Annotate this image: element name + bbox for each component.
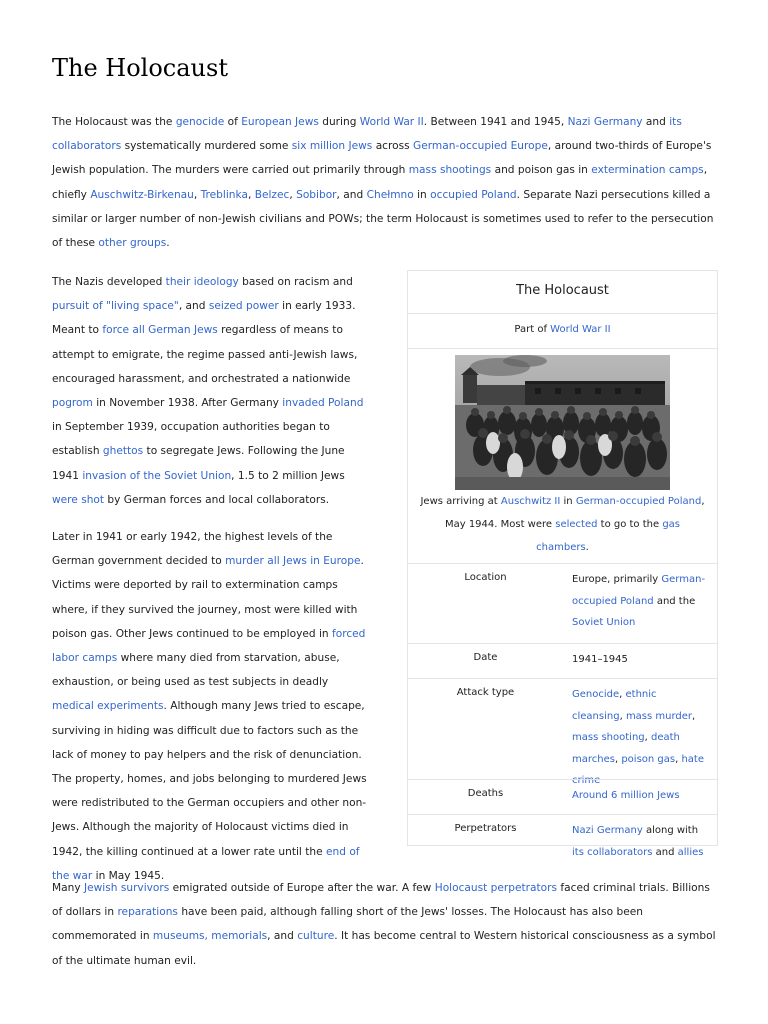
infobox-row-attack-type: [408, 678, 717, 786]
link-holocaust-perpetrators[interactable]: Holocaust perpetrators: [434, 882, 558, 894]
link-end-of-the-war[interactable]: end of the war: [52, 845, 360, 882]
infobox-value: Nazi Germany along with its collaborators and allies: [572, 825, 704, 858]
link-jewish-survivors[interactable]: Jewish survivors: [83, 882, 170, 894]
link-extermination-camps[interactable]: extermination camps: [591, 164, 704, 177]
infobox: [407, 270, 718, 858]
infobox-label: Date: [473, 652, 498, 663]
infobox-image-container: [408, 349, 717, 490]
link-ghettos[interactable]: ghettos: [102, 445, 144, 458]
link-allies[interactable]: allies: [677, 846, 704, 858]
link-selected[interactable]: selected: [555, 519, 598, 530]
link-german-occupied-europe[interactable]: German-occupied Europe: [413, 140, 548, 153]
link-soviet-union[interactable]: Soviet Union: [572, 617, 636, 628]
infobox-image-caption: Jews arriving at Auschwitz II in German-occupied Poland, May 1944. Most were selected to go to the gas chambers.: [420, 496, 705, 553]
link-its-collaborators[interactable]: its collaborators: [52, 116, 682, 153]
auschwitz-arrival-photo[interactable]: [455, 355, 670, 490]
link-belzec[interactable]: Belzec: [254, 188, 290, 201]
infobox-row-deaths: [408, 779, 717, 814]
link-genocide[interactable]: Genocide: [572, 689, 620, 700]
link-world-war-ii[interactable]: World War II: [359, 116, 424, 128]
link-murder-all-jews-in-europe[interactable]: murder all Jews in Europe: [225, 555, 361, 568]
link-ethnic-cleansing[interactable]: ethnic cleansing: [572, 689, 657, 722]
link-invaded-poland[interactable]: invaded Poland: [282, 397, 364, 410]
link-six-million-jews[interactable]: six million Jews: [291, 140, 373, 153]
link-poison-gas[interactable]: poison gas: [621, 753, 676, 765]
infobox-row-perpetrators: [408, 814, 717, 870]
link-treblinka[interactable]: Treblinka: [200, 188, 248, 201]
link-their-ideology[interactable]: their ideology: [165, 276, 239, 288]
infobox-title: The Holocaust: [408, 271, 717, 314]
link-were-shot[interactable]: were shot: [52, 493, 105, 506]
infobox-subtitle: Part of World War II: [408, 314, 717, 349]
infobox-label: Perpetrators: [454, 823, 517, 834]
infobox-value: Genocide, ethnic cleansing, mass murder, mass shooting, death marches, poison gas, hate crime: [572, 689, 705, 786]
link-auschwitz-ii[interactable]: Auschwitz II: [500, 496, 561, 507]
infobox-value: Europe, primarily German-occupied Poland and the Soviet Union: [572, 574, 706, 628]
infobox-value: 1941–1945: [572, 654, 628, 665]
infobox-row-location: [408, 563, 717, 643]
link-museums-memorials[interactable]: museums, memorials: [152, 930, 268, 943]
link-forced-labor-camps[interactable]: forced labor camps: [52, 627, 366, 665]
link-around-6-million-jews[interactable]: Around 6 million Jews: [572, 790, 680, 801]
page-title: The Holocaust: [52, 54, 228, 82]
ideology-paragraph: The Nazis developed their ideology based on racism and pursuit of "living space", and seized power in early 1933. Meant to force all German Jews regardless of means to attempt to emigrate, the regime passed anti-Jewish laws, encouraged harassment, and orchestrated a nationwide pogrom in November 1938. After Germany invaded Poland in September 1939, occupation authorities began to establish ghettos to segregate Jews. Following the June 1941 invasion of the Soviet Union, 1.5 to 2 million Jews were shot by German forces and local collaborators.: [52, 276, 364, 506]
link-che-mno[interactable]: Chełmno: [366, 188, 414, 201]
link-seized-power[interactable]: seized power: [208, 300, 279, 313]
infobox-label: Attack type: [456, 687, 515, 698]
link-european-jews[interactable]: European Jews: [241, 116, 319, 128]
link-gas-chambers[interactable]: gas chambers: [536, 519, 681, 553]
link-nazi-germany[interactable]: Nazi Germany: [567, 116, 643, 128]
link-medical-experiments[interactable]: medical experiments: [52, 700, 164, 713]
extermination-paragraph: Later in 1941 or early 1942, the highest levels of the German government decided to murder all Jews in Europe. Victims were deported by rail to extermination camps where, if they survived the journey, most were killed with poison gas. Other Jews continued to be employed in forced labor camps where many died from starvation, abuse, exhaustion, or being used as test subjects in deadly medical experiments. Although many Jews tried to escape, surviving in hiding was difficult due to factors such as the lack of money to pay helpers and the risk of denunciation. The property, homes, and jobs belonging to murdered Jews were redistributed to the German occupiers and other non-Jews. Although the majority of Holocaust victims died in 1942, the killing continued at a lower rate until the end of the war in May 1945.: [52, 531, 367, 882]
link-mass-murder[interactable]: mass murder: [625, 710, 693, 722]
link-german-occupied-poland[interactable]: German-occupied Poland: [575, 496, 702, 507]
aftermath-paragraph: Many Jewish survivors emigrated outside of Europe after the war. A few Holocaust perpetrators faced criminal trials. Billions of dollars in reparations have been paid, although falling short of the Jews' losses. The Holocaust has also been commemorated in museums, memorials, and culture. It has become central to Western historical consciousness as a symbol of the ultimate human evil.: [52, 882, 716, 967]
link-german-occupied-poland[interactable]: German-occupied Poland: [572, 574, 706, 607]
link-pogrom[interactable]: pogrom: [52, 397, 93, 410]
link-pursuit-of-living-space[interactable]: pursuit of "living space": [52, 300, 179, 313]
link-mass-shootings[interactable]: mass shootings: [408, 164, 492, 177]
link-reparations[interactable]: reparations: [117, 906, 178, 919]
link-culture[interactable]: culture: [297, 930, 335, 943]
link-hate-crime[interactable]: hate crime: [572, 753, 705, 786]
link-auschwitz-birkenau[interactable]: Auschwitz-Birkenau: [90, 188, 194, 201]
infobox-label: Deaths: [467, 788, 504, 799]
link-world-war-ii[interactable]: World War II: [550, 324, 611, 335]
link-invasion-of-the-soviet-union[interactable]: invasion of the Soviet Union: [82, 469, 232, 482]
intro-paragraph: The Holocaust was the genocide of European Jews during World War II. Between 1941 and 1945, Nazi Germany and its collaborators systematically murdered some six million Jews across German-occupied Europe, around two-thirds of Europe's Jewish population. The murders were carried out primarily through mass shootings and poison gas in extermination camps, chiefly Auschwitz-Birkenau, Treblinka, Belzec, Sobibor, and Chełmno in occupied Poland. Separate Nazi persecutions killed a similar or larger number of non-Jewish civilians and POWs; the term Holocaust is sometimes used to refer to the persecution of these other groups.: [52, 116, 714, 250]
link-occupied-poland[interactable]: occupied Poland: [430, 188, 517, 201]
infobox-label: Location: [464, 572, 507, 583]
link-sobibor[interactable]: Sobibor: [296, 188, 337, 201]
link-force-all-german-jews[interactable]: force all German Jews: [102, 324, 218, 337]
link-other-groups[interactable]: other groups: [98, 237, 167, 250]
link-mass-shooting[interactable]: mass shooting: [572, 732, 645, 743]
link-genocide[interactable]: genocide: [175, 116, 225, 128]
link-its-collaborators[interactable]: its collaborators: [572, 846, 653, 858]
link-death-marches[interactable]: death marches: [572, 732, 680, 765]
link-nazi-germany[interactable]: Nazi Germany: [572, 825, 643, 836]
infobox-value: [572, 785, 710, 807]
infobox-row-date: [408, 643, 717, 678]
